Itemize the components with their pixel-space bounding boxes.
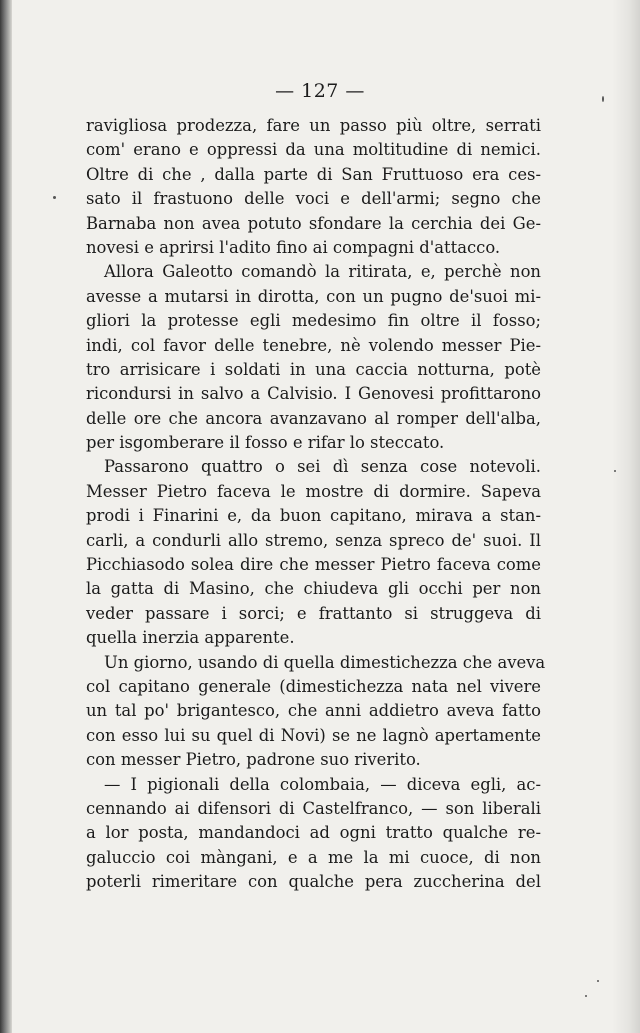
text-line: veder passare i sorci; e frattanto si struggeva di	[86, 603, 541, 623]
text-line: galuccio coi màngani, e a me la mi cuoce, di non	[86, 847, 541, 867]
text-line: la gatta di Masino, che chiudeva gli occhi per non	[86, 579, 541, 599]
text-line: quella inerzia apparente.	[86, 628, 295, 648]
body-text	[86, 114, 546, 895]
paper-speck	[53, 196, 56, 199]
paper-speck	[585, 995, 587, 997]
text-line: con esso lui su quel di Novi) se ne lagnò apertamente	[86, 725, 541, 745]
text-line: ravigliosa prodezza, fare un passo più oltre, serrati	[86, 116, 541, 135]
binding-edge	[0, 0, 12, 1033]
text-line: prodi i Finarini e, da buon capitano, mirava a stan-	[86, 506, 541, 526]
page-edge-shadow	[612, 0, 640, 1033]
text-line: novesi e aprirsi l'adito fino ai compagni d'attacco.	[86, 237, 501, 257]
text-line: avesse a mutarsi in dirotta, con un pugno de'suoi mi-	[86, 286, 541, 306]
text-line: carli, a condurli allo stremo, senza spreco de' suoi. Il	[86, 530, 541, 550]
page-number: — 127 —	[275, 80, 365, 102]
paper-speck	[614, 470, 616, 472]
text-line: col capitano generale (dimestichezza nata nel vivere	[86, 676, 541, 696]
paper-speck	[602, 96, 604, 102]
text-line: con messer Pietro, padrone suo riverito.	[86, 750, 421, 770]
paragraph-start: — I pigionali della colombaia, — diceva egli, ac-	[104, 774, 541, 794]
text-line: a lor posta, mandandoci ad ogni tratto qualche re-	[86, 823, 541, 843]
text-line: tro arrisicare i soldati in una caccia notturna, potè	[86, 359, 541, 379]
text-line: cennando ai difensori di Castelfranco, — son liberali	[86, 798, 541, 818]
text-line: com' erano e oppressi da una moltitudine di nemici.	[86, 140, 541, 160]
paragraph-start: Passarono quattro o sei dì senza cose notevoli.	[104, 457, 541, 477]
text-line: Barnaba non avea potuto sfondare la cerchia dei Ge-	[86, 213, 541, 233]
paragraph-start: Allora Galeotto comandò la ritirata, e, perchè non	[104, 262, 541, 282]
text-line: gliori la protesse egli medesimo fin oltre il fosso;	[86, 311, 541, 331]
text-line: ricondursi in salvo a Calvisio. I Genovesi profittarono	[86, 384, 541, 404]
text-line: un tal po' brigantesco, che anni addietro aveva fatto	[86, 701, 541, 721]
paper-speck	[597, 980, 599, 982]
text-line: Messer Pietro faceva le mostre di dormire. Sapeva	[86, 481, 541, 501]
paragraph-start: Un giorno, usando di quella dimestichezza che aveva	[104, 652, 546, 672]
text-line: per isgomberare il fosso e rifar lo steccato.	[86, 433, 445, 453]
text-line: Picchiasodo solea dire che messer Pietro faceva come	[86, 555, 541, 575]
text-line: sato il frastuono delle voci e dell'armi; segno che	[86, 189, 541, 209]
text-line: delle ore che ancora avanzavano al romper dell'alba,	[86, 408, 541, 428]
text-line: Oltre di che , dalla parte di San Fruttuoso era ces-	[86, 164, 541, 184]
text-line: poterli rimeritare con qualche pera zuccherina del	[86, 872, 541, 892]
text-line: indi, col favor delle tenebre, nè volendo messer Pie-	[86, 335, 541, 355]
